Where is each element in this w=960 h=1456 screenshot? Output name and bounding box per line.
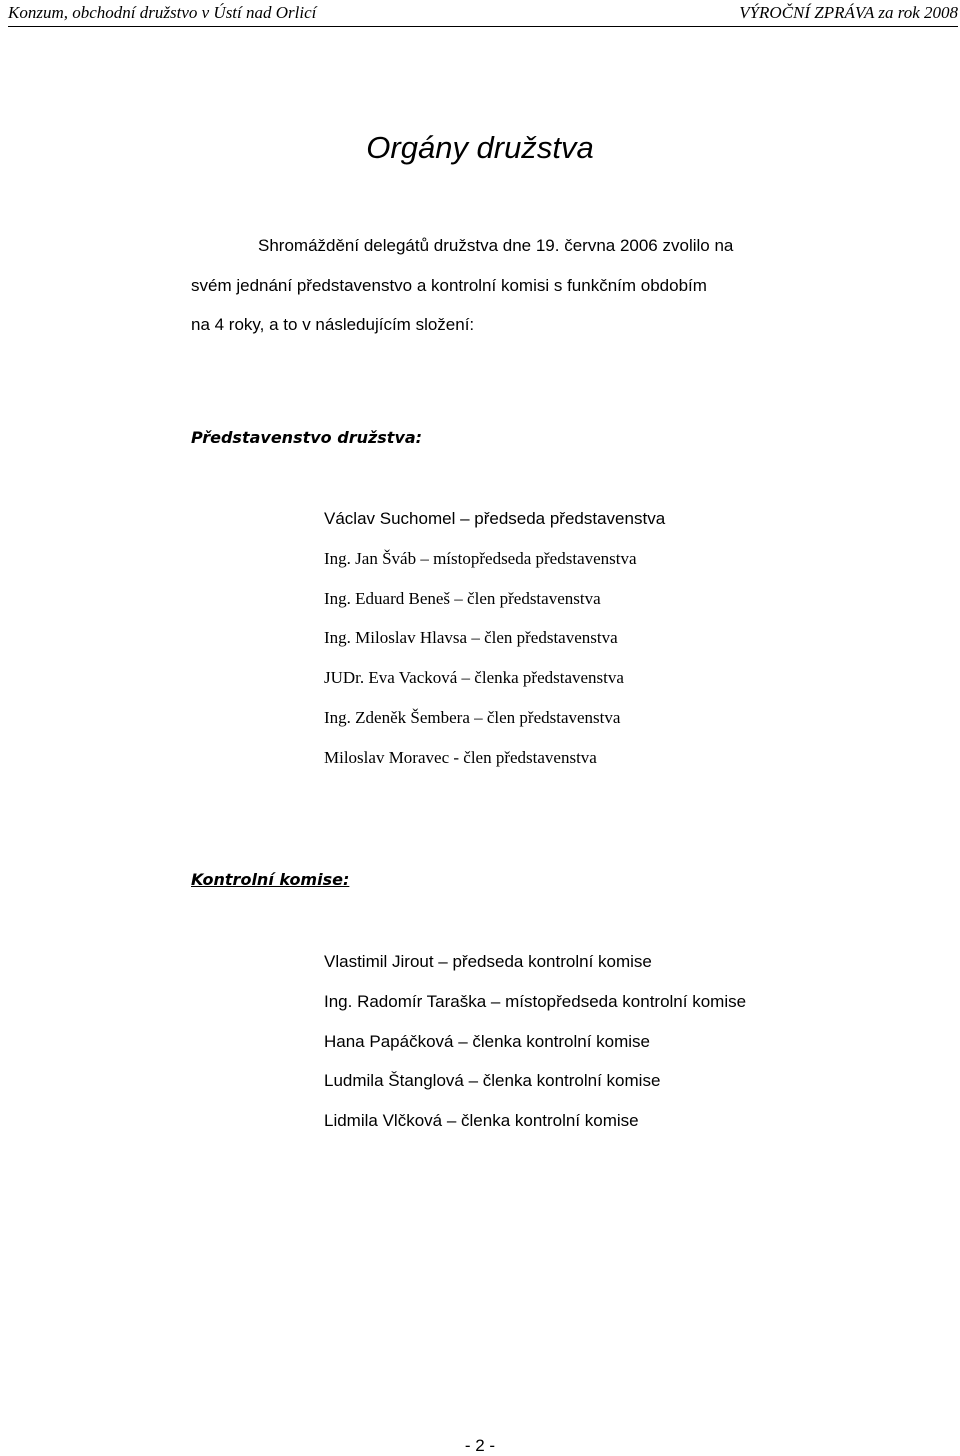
board-member: Miloslav Moravec - člen představenstva: [324, 747, 597, 767]
page-header: [8, 0, 958, 27]
page-number: - 2 -: [464, 1436, 496, 1455]
board-member: Ing. Miloslav Hlavsa – člen představenstva: [324, 628, 618, 648]
supervisory-member: Vlastimil Jirout – předseda kontrolní komise: [324, 952, 652, 971]
board-member: JUDr. Eva Vacková – členka představenstva: [324, 668, 624, 688]
page-title: Orgány družstva: [366, 130, 594, 165]
intro-line: Shromáždění delegátů družstva dne 19. června 2006 zvolilo na: [258, 236, 734, 255]
board-member: Ing. Zdeněk Šembera – člen představenstva: [324, 707, 621, 727]
board-heading: Představenstvo družstva:: [191, 428, 423, 447]
supervisory-member: Lidmila Vlčková – členka kontrolní komise: [324, 1111, 639, 1131]
supervisory-member: Hana Papáčková – členka kontrolní komise: [324, 1031, 651, 1051]
intro-line: na 4 roky, a to v následujícím složení:: [191, 315, 475, 334]
board-member: Ing. Eduard Beneš – člen představenstva: [324, 588, 601, 608]
supervisory-member-list: [324, 952, 746, 1151]
header-organization: Konzum, obchodní družstvo v Ústí nad Orlicí: [8, 3, 317, 22]
intro-line: svém jednání představenstvo a kontrolní komisi s funkčním obdobím: [191, 275, 707, 295]
board-member-list: [324, 509, 665, 788]
intro-paragraph: [191, 226, 811, 345]
supervisory-heading: Kontrolní komise:: [191, 870, 350, 889]
board-member: Václav Suchomel – předseda představenstva: [324, 509, 666, 528]
supervisory-member: Ludmila Štanglová – členka kontrolní komise: [324, 1071, 661, 1091]
supervisory-member: Ing. Radomír Taraška – místopředseda kontrolní komise: [324, 991, 747, 1011]
header-report-title: VÝROČNÍ ZPRÁVA za rok 2008: [739, 3, 958, 22]
board-member: Ing. Jan Šváb – místopředseda představenstva: [324, 548, 637, 568]
